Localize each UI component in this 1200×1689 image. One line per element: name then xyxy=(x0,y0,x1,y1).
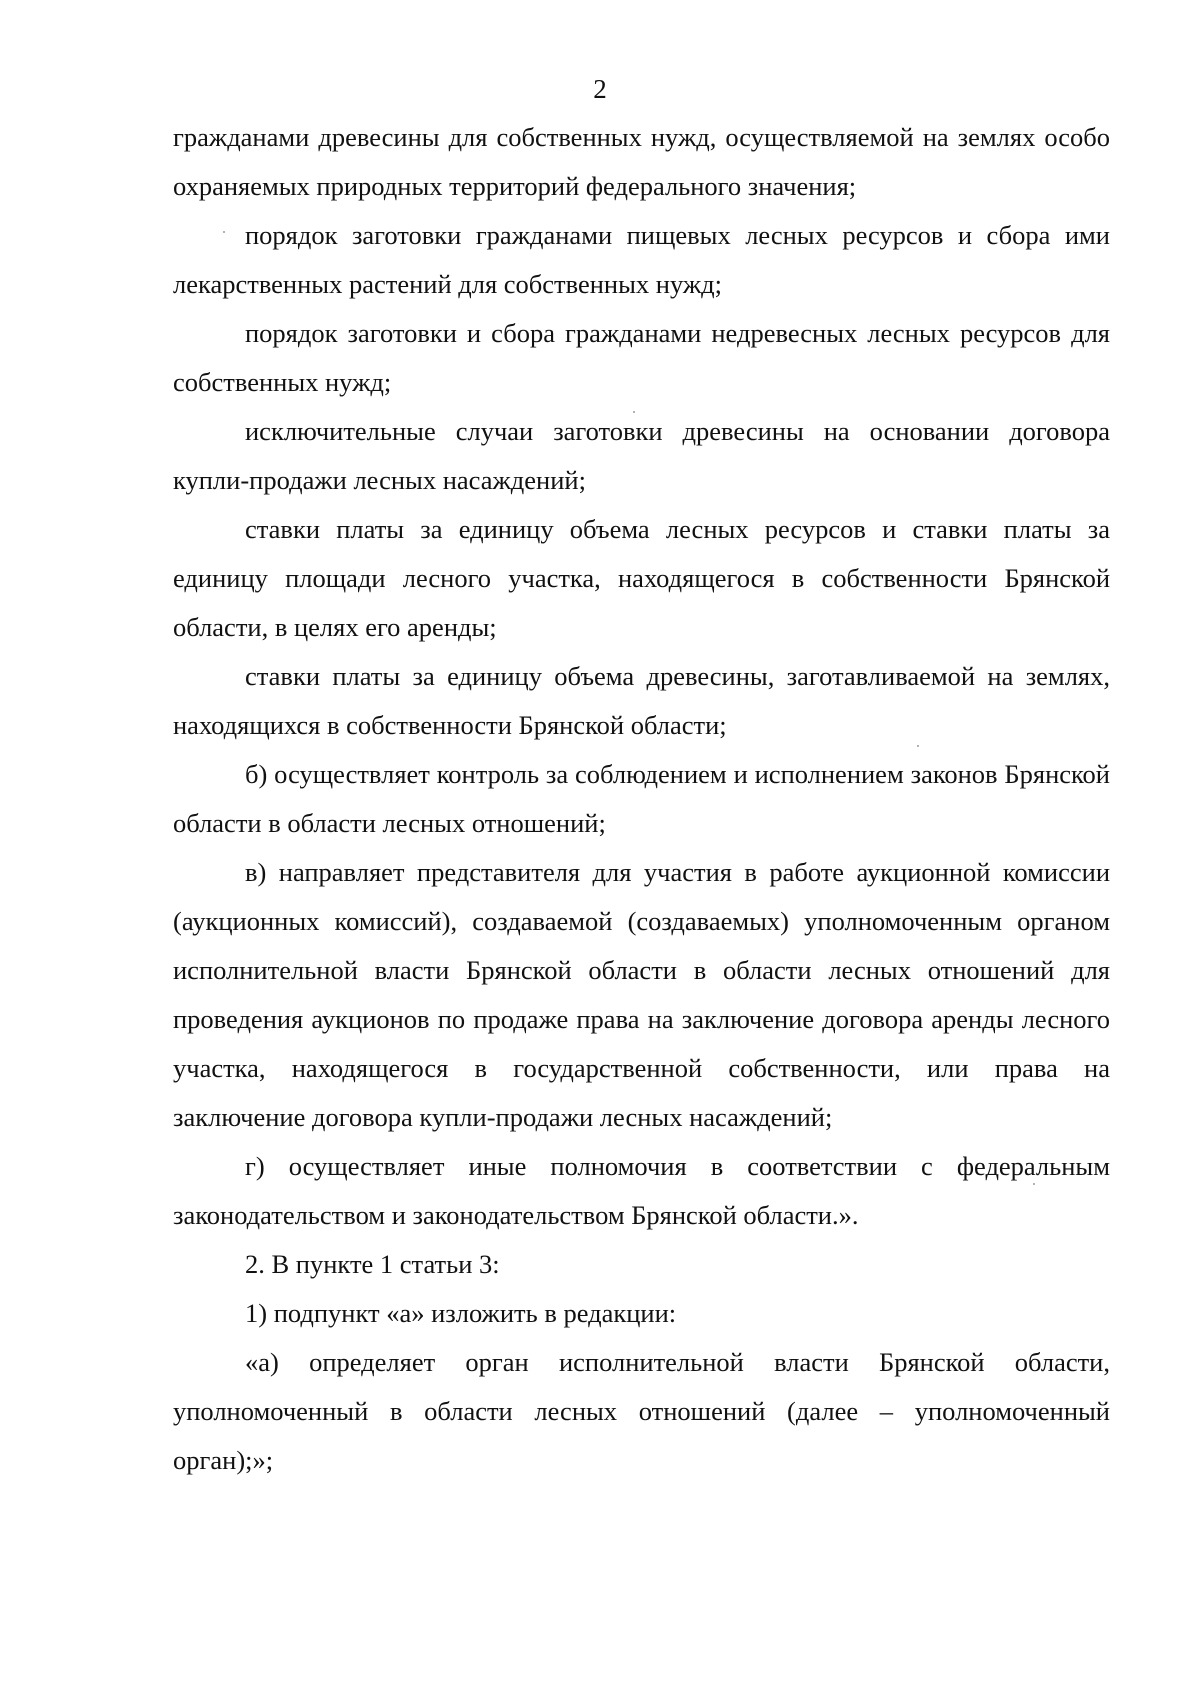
paragraph: порядок заготовки гражданами пищевых лесных ресурсов и сбора ими лекарственных растений для собственных нужд; xyxy=(173,220,1110,299)
paragraph-subitem-1: 1) подпункт «а» изложить в редакции: xyxy=(245,1298,677,1328)
paragraph-item-g: г) осуществляет иные полномочия в соответствии с федеральным законодательством и законодательством Брянской области.». xyxy=(173,1151,1110,1230)
document-body xyxy=(173,113,1110,1485)
scan-speck xyxy=(223,231,225,233)
paragraph-item-v: в) направляет представителя для участия в работе аукционной комиссии (аукционных комиссий), создаваемой (создаваемых) уполномоченным органом исполнительной власти Брянской области в области лесных отношений для проведения аукционов по продаже права на заключение договора аренды лесного участка, находящегося в государственной собственности, или права на заключение договора купли-продажи лесных насаждений; xyxy=(173,857,1110,1132)
paragraph: гражданами древесины для собственных нужд, осуществляемой на землях особо охраняемых природных территорий федерального значения; xyxy=(173,122,1110,201)
paragraph-item-b: б) осуществляет контроль за соблюдением и исполнением законов Брянской области в области лесных отношений; xyxy=(173,759,1110,838)
scan-speck xyxy=(633,411,635,413)
paragraph: порядок заготовки и сбора гражданами недревесных лесных ресурсов для собственных нужд; xyxy=(173,318,1110,397)
scan-speck xyxy=(917,745,919,747)
scan-speck xyxy=(1033,1183,1035,1185)
paragraph: исключительные случаи заготовки древесины на основании договора купли-продажи лесных насаждений; xyxy=(173,416,1110,495)
page-number: 2 xyxy=(593,74,607,104)
paragraph: ставки платы за единицу объема лесных ресурсов и ставки платы за единицу площади лесного участка, находящегося в собственности Брянской области, в целях его аренды; xyxy=(173,514,1110,642)
paragraph-amended-a: «а) определяет орган исполнительной власти Брянской области, уполномоченный в области лесных отношений (далее – уполномоченный орган);»; xyxy=(173,1347,1110,1475)
paragraph: ставки платы за единицу объема древесины, заготавливаемой на землях, находящихся в собственности Брянской области; xyxy=(173,661,1110,740)
paragraph-section-2: 2. В пункте 1 статьи 3: xyxy=(245,1249,500,1279)
